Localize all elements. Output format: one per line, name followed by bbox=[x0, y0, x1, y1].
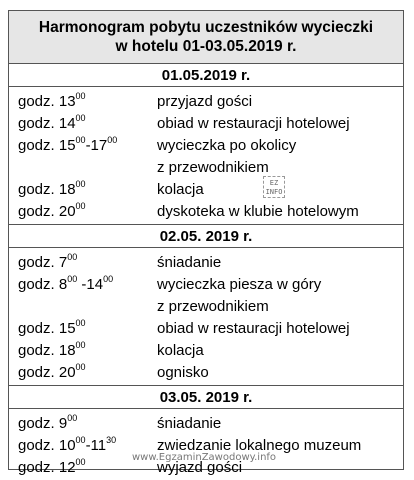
activity-description: śniadanie bbox=[157, 414, 222, 432]
activity-description: obiad w restauracji hotelowej bbox=[157, 114, 350, 132]
time-range-end-hour: -14 bbox=[77, 276, 104, 293]
document-title bbox=[9, 11, 403, 64]
schedule-row bbox=[9, 178, 403, 200]
schedule-row bbox=[9, 134, 403, 156]
time-cell bbox=[9, 363, 157, 381]
schedule-row bbox=[9, 200, 403, 222]
time-minutes: 00 bbox=[67, 413, 78, 423]
time-minutes: 00 bbox=[75, 318, 86, 328]
time-hour: godz. 18 bbox=[18, 342, 76, 359]
schedule-row bbox=[9, 412, 403, 434]
time-minutes: 00 bbox=[75, 179, 86, 189]
time-cell bbox=[9, 341, 157, 359]
day-block bbox=[9, 225, 403, 386]
time-cell bbox=[9, 253, 157, 271]
activity-description: wyjazd gości bbox=[157, 458, 243, 476]
time-minutes: 00 bbox=[75, 340, 86, 350]
schedule-row bbox=[9, 361, 403, 383]
schedule-row bbox=[9, 273, 403, 295]
activity-description: obiad w restauracji hotelowej bbox=[157, 319, 350, 337]
time-minutes: 00 bbox=[75, 91, 86, 101]
time-minutes: 00 bbox=[67, 274, 78, 284]
time-range-end-minutes: 00 bbox=[107, 135, 118, 145]
time-hour: godz. 15 bbox=[18, 137, 76, 154]
day-heading: 03.05. 2019 r. bbox=[9, 386, 403, 409]
time-hour: godz. 7 bbox=[18, 254, 68, 271]
activity-description: wycieczka po okolicy bbox=[157, 136, 297, 154]
time-minutes: 00 bbox=[75, 201, 86, 211]
time-range-end-minutes: 00 bbox=[103, 274, 114, 284]
time-hour: godz. 20 bbox=[18, 203, 76, 220]
time-hour: godz. 10 bbox=[18, 437, 76, 454]
time-hour: godz. 8 bbox=[18, 276, 68, 293]
schedule-row bbox=[9, 156, 403, 178]
time-cell bbox=[9, 114, 157, 132]
activity-description: śniadanie bbox=[157, 253, 222, 271]
activity-description: z przewodnikiem bbox=[157, 297, 269, 315]
time-cell bbox=[9, 92, 157, 110]
schedule-row bbox=[9, 90, 403, 112]
schedule-row bbox=[9, 251, 403, 273]
time-minutes: 00 bbox=[75, 113, 86, 123]
time-range-end-minutes: 30 bbox=[106, 435, 117, 445]
time-cell bbox=[9, 319, 157, 337]
schedule-document bbox=[8, 10, 404, 476]
title-line-2: w hotelu 01-03.05.2019 r. bbox=[115, 38, 297, 55]
activity-description: zwiedzanie lokalnego muzeum bbox=[157, 436, 362, 454]
days-container bbox=[9, 64, 403, 480]
watermark: www.EgzaminZawodowy.info bbox=[132, 452, 277, 463]
time-hour: godz. 20 bbox=[18, 364, 76, 381]
activity-description: z przewodnikiem bbox=[157, 158, 269, 176]
schedule-row bbox=[9, 295, 403, 317]
day-block bbox=[9, 386, 403, 480]
day-rows bbox=[9, 87, 403, 224]
day-block bbox=[9, 64, 403, 225]
time-range-end-hour: -11 bbox=[85, 437, 107, 454]
time-minutes: 00 bbox=[75, 362, 86, 372]
time-minutes: 00 bbox=[75, 135, 86, 145]
day-rows bbox=[9, 409, 403, 480]
activity-description: ognisko bbox=[157, 363, 209, 381]
day-heading: 02.05. 2019 r. bbox=[9, 225, 403, 248]
time-hour: godz. 15 bbox=[18, 320, 76, 337]
time-hour: godz. 18 bbox=[18, 181, 76, 198]
activity-description: wycieczka piesza w góry bbox=[157, 275, 322, 293]
time-hour: godz. 12 bbox=[18, 459, 76, 476]
logo-stamp: EZ INFO bbox=[263, 176, 285, 198]
title-line-1: Harmonogram pobytu uczestników wycieczki bbox=[38, 19, 374, 36]
activity-description: kolacja bbox=[157, 180, 204, 198]
time-hour: godz. 9 bbox=[18, 415, 68, 432]
activity-description: dyskoteka w klubie hotelowym bbox=[157, 202, 359, 220]
time-cell bbox=[9, 180, 157, 198]
time-cell bbox=[9, 414, 157, 432]
time-hour: godz. 13 bbox=[18, 93, 76, 110]
time-minutes: 00 bbox=[75, 457, 86, 467]
day-rows bbox=[9, 248, 403, 385]
time-cell bbox=[9, 202, 157, 220]
time-minutes: 00 bbox=[75, 435, 86, 445]
time-minutes: 00 bbox=[67, 252, 78, 262]
schedule-row bbox=[9, 317, 403, 339]
activity-description: przyjazd gości bbox=[157, 92, 253, 110]
schedule-row bbox=[9, 112, 403, 134]
activity-description: kolacja bbox=[157, 341, 204, 359]
time-cell bbox=[9, 136, 157, 154]
schedule-row bbox=[9, 339, 403, 361]
time-hour: godz. 14 bbox=[18, 115, 76, 132]
time-cell bbox=[9, 275, 157, 293]
day-heading: 01.05.2019 r. bbox=[9, 64, 403, 87]
time-range-end-hour: -17 bbox=[85, 137, 108, 154]
